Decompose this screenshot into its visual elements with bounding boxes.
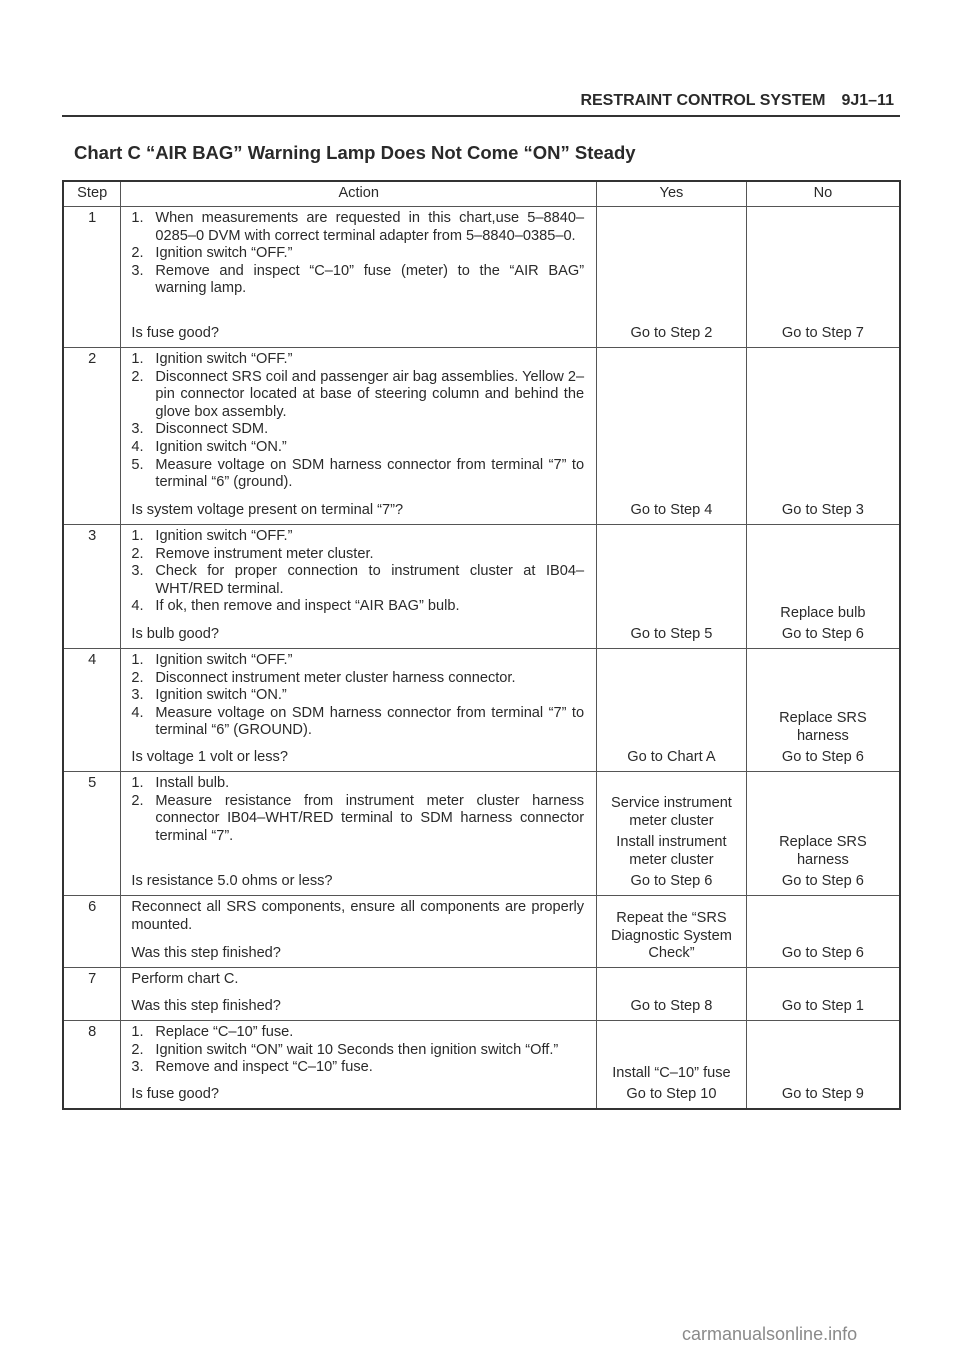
- item-number: 2.: [131, 545, 144, 562]
- no-cell: [746, 207, 900, 348]
- watermark: carmanualsonline.info: [682, 1324, 858, 1344]
- item-number: 3.: [131, 687, 144, 704]
- no-cell: [746, 772, 900, 896]
- yes-cell: [597, 649, 747, 772]
- table-row: [63, 207, 900, 348]
- yes-cell: [597, 348, 747, 525]
- action-content: [131, 971, 584, 1016]
- item-text: If ok, then remove and inspect “AIR BAG” bulb.: [155, 598, 460, 615]
- action-question: Is bulb good?: [131, 626, 220, 643]
- section-title: RESTRAINT CONTROL SYSTEM: [580, 92, 826, 109]
- item-number: 4.: [131, 704, 144, 721]
- item-number: 4.: [131, 438, 144, 455]
- item-text: Disconnect instrument meter cluster harness connector.: [155, 669, 516, 686]
- item-text: Ignition switch “ON.”: [155, 438, 287, 455]
- action-text: Perform chart C.: [131, 971, 239, 987]
- no-result: Replace SRS harness: [779, 710, 867, 744]
- no-cell: [746, 968, 900, 1021]
- table-row: [63, 348, 900, 525]
- no-result: Go to Step 6: [781, 626, 864, 643]
- action-question: Is voltage 1 volt or less?: [131, 749, 288, 766]
- item-text: Replace “C–10” fuse.: [155, 1024, 294, 1040]
- step-number: 3: [63, 525, 121, 649]
- yes-cell: [597, 207, 747, 348]
- item-number: 1.: [131, 351, 144, 367]
- action-item: [131, 563, 584, 598]
- step-number: 5: [63, 772, 121, 896]
- col-step: Step: [63, 181, 121, 207]
- item-number: 1.: [131, 1024, 144, 1040]
- item-text: Measure voltage on SDM harness connector from terminal “7” to terminal “6” (ground).: [155, 456, 585, 491]
- item-number: 1.: [131, 528, 144, 544]
- action-item: [131, 793, 584, 846]
- no-result: Go to Step 6: [781, 873, 864, 890]
- item-text: Ignition switch “OFF.”: [155, 351, 293, 367]
- action-cell: [121, 207, 597, 348]
- item-number: 2.: [131, 245, 144, 262]
- col-no: No: [746, 181, 900, 207]
- action-item: [131, 1024, 584, 1042]
- item-number: 1.: [131, 210, 144, 226]
- running-header: [580, 92, 894, 110]
- no-result: Go to Step 7: [781, 325, 864, 342]
- item-text: Ignition switch “OFF.”: [155, 245, 293, 262]
- step-number: 4: [63, 649, 121, 772]
- item-text: Remove instrument meter cluster.: [155, 545, 374, 562]
- action-item: [131, 439, 584, 457]
- yes-result: Install instrument meter cluster: [616, 834, 727, 868]
- action-content: [131, 899, 584, 963]
- item-number: 3.: [131, 563, 144, 580]
- action-item: [131, 245, 584, 263]
- action-cell: [121, 968, 597, 1021]
- yes-result: Go to Step 5: [630, 626, 713, 643]
- action-cell: [121, 772, 597, 896]
- item-number: 2.: [131, 368, 144, 385]
- no-result: Go to Step 9: [781, 1086, 864, 1103]
- yes-cell: [597, 896, 747, 968]
- item-text: Measure voltage on SDM harness connector from terminal “7” to terminal “6” (GROUND).: [155, 704, 585, 739]
- action-question: Is fuse good?: [131, 325, 220, 342]
- action-question: Is fuse good?: [131, 1086, 220, 1103]
- no-result: Go to Step 6: [781, 749, 864, 766]
- action-question: Is system voltage present on terminal “7”?: [131, 502, 404, 519]
- item-text: Ignition switch “OFF.”: [155, 652, 293, 668]
- no-result: Replace SRS harness: [779, 834, 867, 868]
- no-cell: [746, 1021, 900, 1110]
- action-item: [131, 1042, 584, 1060]
- action-item: [131, 652, 584, 670]
- item-text: Remove and inspect “C–10” fuse (meter) to the “AIR BAG” warning lamp.: [155, 262, 585, 297]
- action-cell: [121, 649, 597, 772]
- item-text: Ignition switch “OFF.”: [155, 528, 293, 544]
- header-rule: [62, 115, 900, 117]
- action-item: [131, 546, 584, 564]
- item-number: 1.: [131, 652, 144, 668]
- action-text: Reconnect all SRS components, ensure all components are properly mounted.: [131, 899, 585, 933]
- yes-result: Go to Step 4: [630, 502, 713, 519]
- action-question: Was this step finished?: [131, 998, 281, 1015]
- action-item: [131, 369, 584, 422]
- yes-cell: [597, 772, 747, 896]
- item-text: Ignition switch “ON” wait 10 Seconds then ignition switch “Off.”: [155, 1041, 559, 1058]
- action-item: [131, 421, 584, 439]
- action-item: [131, 705, 584, 740]
- yes-result: Repeat the “SRS Diagnostic System Check”: [611, 910, 732, 962]
- yes-result: Go to Chart A: [627, 749, 716, 766]
- diagnostic-table: [62, 180, 901, 1110]
- step-number: 1: [63, 207, 121, 348]
- yes-result: Service instrument meter cluster: [611, 795, 732, 829]
- step-number: 2: [63, 348, 121, 525]
- item-text: Measure resistance from instrument meter cluster harness connector IB04–WHT/RED terminal to SDM harness connector terminal “7”.: [155, 792, 585, 844]
- yes-result: Install “C–10” fuse: [612, 1064, 731, 1081]
- table-row: [63, 896, 900, 968]
- action-question: Was this step finished?: [131, 945, 281, 962]
- action-item: [131, 775, 584, 793]
- item-number: 1.: [131, 775, 144, 791]
- no-result: Go to Step 6: [781, 945, 864, 962]
- action-content: [131, 351, 584, 520]
- yes-cell: [597, 525, 747, 649]
- no-cell: [746, 896, 900, 968]
- action-item: [131, 670, 584, 688]
- action-cell: [121, 525, 597, 649]
- action-content: [131, 528, 584, 644]
- item-number: 3.: [131, 262, 144, 279]
- yes-result: Go to Step 10: [626, 1086, 717, 1103]
- page-number: 9J1–11: [841, 92, 894, 109]
- item-text: Disconnect SDM.: [155, 421, 269, 438]
- no-result: Go to Step 1: [781, 998, 864, 1015]
- item-text: Disconnect SRS coil and passenger air bag assemblies. Yellow 2–pin connector located at base of steering column and behind the glove box assembly.: [155, 368, 585, 420]
- action-item: [131, 457, 584, 492]
- yes-result: Go to Step 8: [630, 998, 713, 1015]
- col-yes: Yes: [597, 181, 747, 207]
- item-number: 4.: [131, 598, 144, 615]
- table-row: [63, 525, 900, 649]
- action-item: [131, 687, 584, 705]
- table-row: [63, 649, 900, 772]
- col-action: Action: [121, 181, 597, 207]
- item-number: 2.: [131, 1041, 144, 1058]
- item-text: Remove and inspect “C–10” fuse.: [155, 1059, 373, 1076]
- item-number: 5.: [131, 456, 144, 473]
- action-content: [131, 652, 584, 767]
- action-item: [131, 210, 584, 245]
- action-item: [131, 263, 584, 298]
- action-content: [131, 210, 584, 343]
- action-cell: [121, 896, 597, 968]
- yes-result: Go to Step 6: [630, 873, 713, 890]
- table-header-row: [63, 181, 900, 207]
- table-row: [63, 1021, 900, 1110]
- action-item: [131, 528, 584, 546]
- action-item: [131, 351, 584, 369]
- no-result: Replace bulb: [780, 604, 866, 621]
- step-number: 7: [63, 968, 121, 1021]
- chart-title: Chart C “AIR BAG” Warning Lamp Does Not Come “ON” Steady: [74, 142, 636, 163]
- item-text: Install bulb.: [155, 775, 230, 791]
- no-cell: [746, 525, 900, 649]
- step-number: 8: [63, 1021, 121, 1110]
- item-number: 3.: [131, 421, 144, 438]
- yes-result: Go to Step 2: [630, 325, 713, 342]
- yes-cell: [597, 968, 747, 1021]
- action-item: [131, 598, 584, 616]
- action-content: [131, 1024, 584, 1104]
- action-item: [131, 1059, 584, 1077]
- item-text: Ignition switch “ON.”: [155, 687, 287, 704]
- step-number: 6: [63, 896, 121, 968]
- item-number: 3.: [131, 1059, 144, 1076]
- table-row: [63, 772, 900, 896]
- action-content: [131, 775, 584, 891]
- item-number: 2.: [131, 669, 144, 686]
- no-result: Go to Step 3: [781, 502, 864, 519]
- item-text: When measurements are requested in this chart,use 5–8840–0285–0 DVM with correct terminal adapter from 5–8840–0385–0.: [155, 210, 585, 244]
- action-question: Is resistance 5.0 ohms or less?: [131, 873, 333, 890]
- action-cell: [121, 348, 597, 525]
- yes-cell: [597, 1021, 747, 1110]
- action-cell: [121, 1021, 597, 1110]
- no-cell: [746, 348, 900, 525]
- item-number: 2.: [131, 792, 144, 809]
- item-text: Check for proper connection to instrument cluster at IB04–WHT/RED terminal.: [155, 563, 585, 597]
- table-row: [63, 968, 900, 1021]
- no-cell: [746, 649, 900, 772]
